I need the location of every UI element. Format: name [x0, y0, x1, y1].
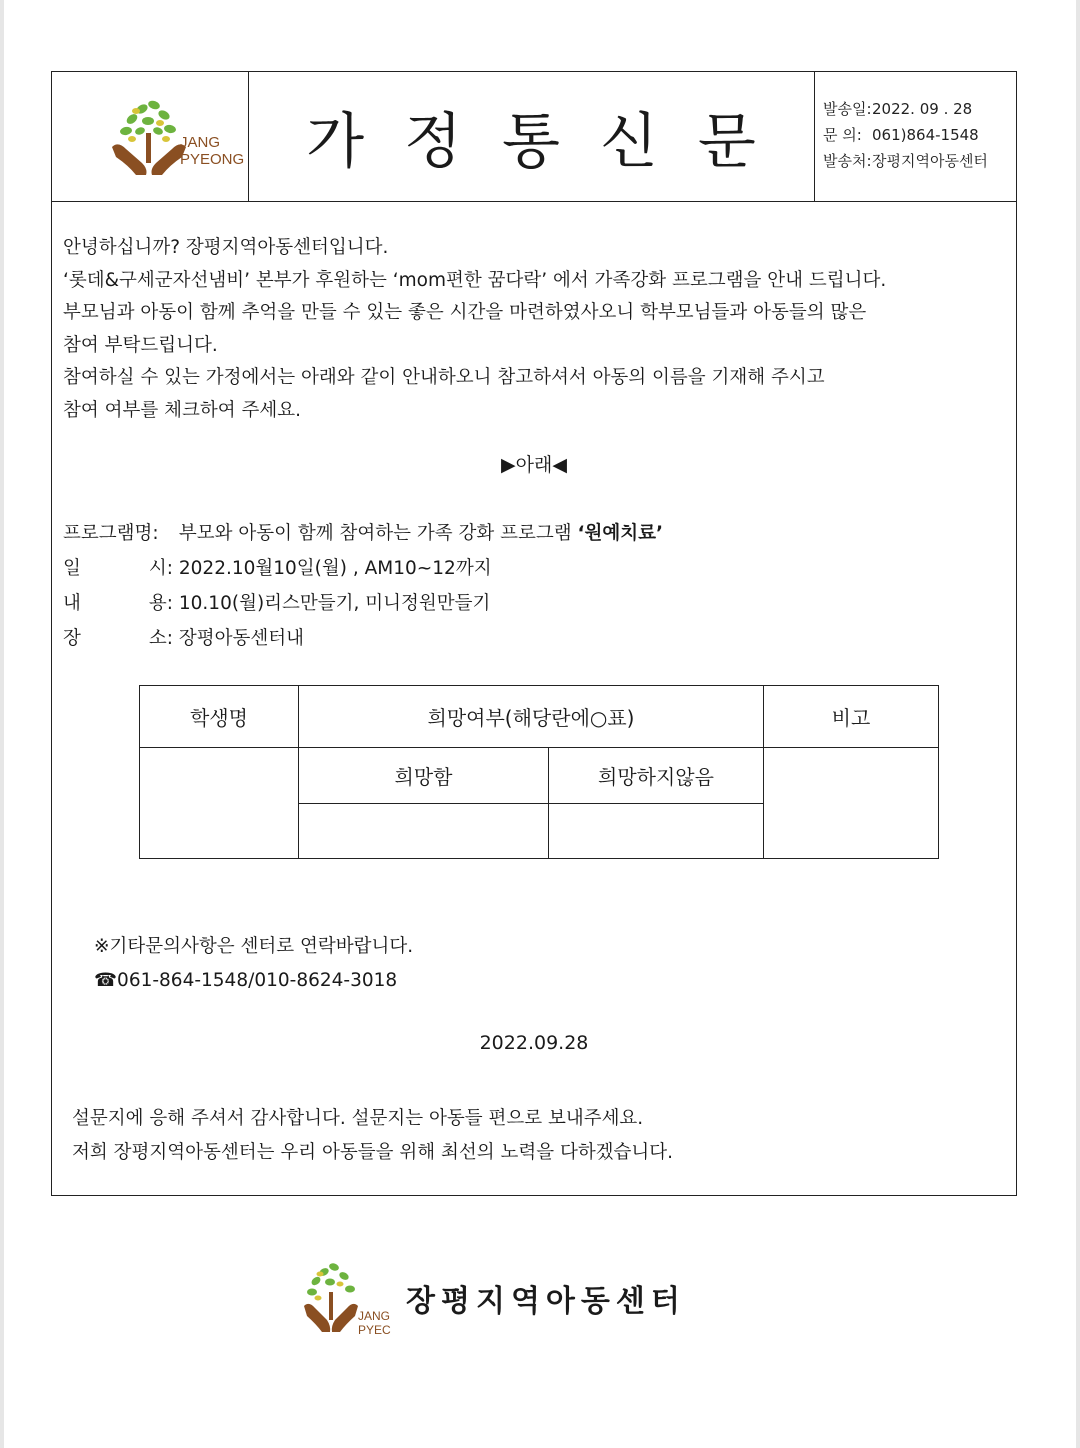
program-place-value: 장평아동센터내 — [178, 628, 304, 649]
footer-logo-text — [358, 1309, 391, 1337]
intro-line: 참여 여부를 체크하여 주세요. — [63, 399, 301, 421]
logo-text-line2: PYEONG — [180, 151, 245, 168]
program-name-label: 프로그램명: — [63, 523, 159, 544]
intro-line: 부모님과 아동이 함께 추억을 만들 수 있는 좋은 시간을 마련하였사오니 학부모님들과 아동들의 많은 — [63, 302, 867, 324]
program-place-label: 장 소: — [63, 628, 173, 649]
header-wish: 희망여부(해당란에○표) — [299, 686, 764, 748]
footer — [300, 1254, 720, 1346]
footer-logo-text-line1: JANG — [358, 1309, 391, 1323]
document-date: 2022.09.28 — [479, 1032, 589, 1054]
page-title: 가정통신문 — [306, 106, 796, 177]
contact-info — [94, 930, 413, 998]
program-content-row — [63, 586, 663, 621]
program-date-value: 2022.10월10일(월) , AM10~12까지 — [178, 558, 492, 579]
logo-text — [180, 134, 244, 168]
intro-line: 참여 부탁드립니다. — [63, 334, 218, 356]
header-student: 학생명 — [140, 686, 299, 748]
intro-paragraph — [63, 232, 993, 428]
logo-cell — [52, 72, 249, 201]
info-sender — [823, 148, 1016, 174]
closing-line: 설문지에 응해 주셔서 감사합니다. 설문지는 아동들 편으로 보내주세요. — [72, 1108, 644, 1129]
info-label: 문 의: — [823, 126, 862, 144]
page-right-edge — [1076, 0, 1080, 1448]
program-name-row — [63, 516, 663, 551]
header-note: 비고 — [764, 686, 939, 748]
info-label: 발송처: — [823, 152, 872, 170]
footer-logo-text-line2: PYEC — [358, 1323, 391, 1337]
note-cell[interactable] — [764, 748, 939, 859]
closing-message — [72, 1102, 673, 1170]
title-cell — [248, 72, 815, 201]
program-place-row — [63, 621, 663, 656]
info-value: 장평지역아동센터 — [872, 152, 988, 170]
intro-line: 안녕하십니까? 장평지역아동센터입니다. — [63, 237, 389, 258]
info-value: 061)864-1548 — [872, 126, 979, 144]
participation-table — [139, 685, 939, 859]
info-label: 발송일: — [823, 100, 872, 118]
program-name-bold: ‘원예치료’ — [577, 523, 664, 544]
closing-line: 저희 장평지역아동센터는 우리 아동들을 위해 최선의 노력을 다하겠습니다. — [72, 1142, 674, 1163]
student-name-cell[interactable] — [140, 748, 299, 859]
program-content-value: 10.10(월)리스만들기, 미니정원만들기 — [178, 593, 491, 614]
document-frame — [51, 71, 1017, 1196]
program-details — [63, 516, 663, 656]
header-table — [52, 72, 1016, 202]
notice-heading: ▶아래◀ — [501, 454, 567, 476]
page-left-edge — [0, 0, 4, 1448]
info-send-date — [823, 96, 1016, 122]
info-value: 2022. 09 . 28 — [872, 100, 973, 118]
header-wish-no: 희망하지않음 — [549, 748, 764, 804]
contact-note: ※기타문의사항은 센터로 연락바랍니다. — [94, 936, 414, 957]
intro-line: 참여하실 수 있는 가정에서는 아래와 같이 안내하오니 참고하셔서 아동의 이름을 기재해 주시고 — [63, 367, 825, 389]
program-content-label: 내 용: — [63, 593, 173, 614]
program-name-value — [179, 523, 663, 544]
info-inquiry — [823, 122, 1016, 148]
wish-no-cell[interactable] — [549, 804, 764, 859]
program-date-label: 일 시: — [63, 558, 173, 579]
footer-center-name: 장평지역아동센터 — [406, 1284, 686, 1319]
wish-yes-cell[interactable] — [299, 804, 549, 859]
program-name-text: 부모와 아동이 함께 참여하는 가족 강화 프로그램 — [178, 523, 578, 544]
header-wish-yes: 희망함 — [299, 748, 549, 804]
program-date-row — [63, 551, 663, 586]
contact-phone: ☎061-864-1548/010-8624-3018 — [94, 970, 398, 991]
intro-line: ‘롯데&구세군자선냄비’ 본부가 후원하는 ‘mom편한 꿈다락’ 에서 가족강화 프로그램을 안내 드립니다. — [63, 269, 887, 291]
logo-text-line1: JANG — [180, 134, 221, 151]
info-cell — [814, 72, 1016, 201]
